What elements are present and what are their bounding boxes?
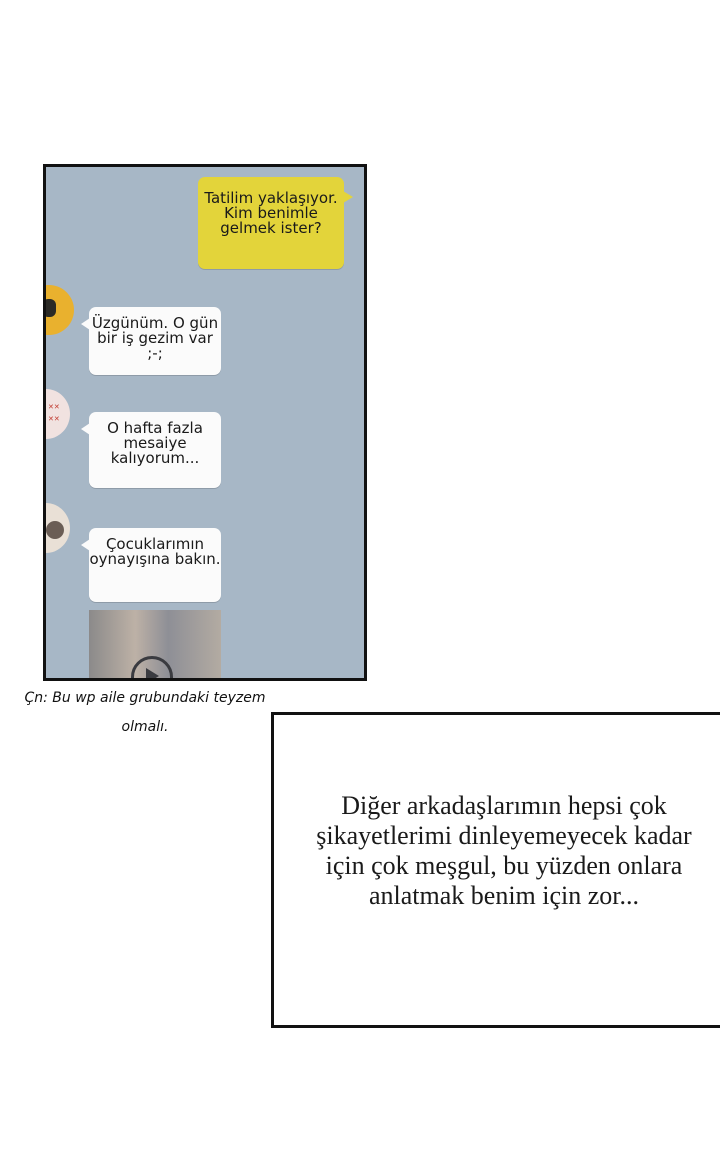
narration-box [271, 712, 720, 1028]
avatar [43, 285, 74, 335]
avatar [43, 389, 70, 439]
message-text: Üzgünüm. O gün bir iş gezim var ;-; [91, 314, 219, 362]
message-bubble [89, 307, 221, 375]
chat-screenshot-panel [43, 164, 367, 681]
message-text: O hafta fazla mesaiye kalıyorum... [107, 419, 203, 467]
narration-text: Diğer arkadaşlarımın hepsi çok şikayetlerimi dinleyemeyecek kadar için çok meşgul, bu yüzden onlara anlatmak benim için zor... [316, 791, 692, 910]
message-bubble [89, 412, 221, 488]
message-text: Çocuklarımın oynayışına bakın. [89, 535, 221, 568]
video-thumbnail[interactable] [89, 610, 221, 680]
play-icon[interactable] [131, 656, 173, 681]
avatar-pattern: ✕✕ [48, 403, 60, 411]
message-bubble [89, 528, 221, 602]
avatar-pattern: ✕✕ [48, 415, 60, 423]
my-message-bubble [198, 177, 344, 269]
avatar [43, 503, 70, 553]
translator-note: Çn: Bu wp aile grubundaki teyzem olmalı. [24, 690, 266, 735]
my-message-text: Tatilim yaklaşıyor. Kim benimle gelmek ister? [204, 189, 338, 237]
